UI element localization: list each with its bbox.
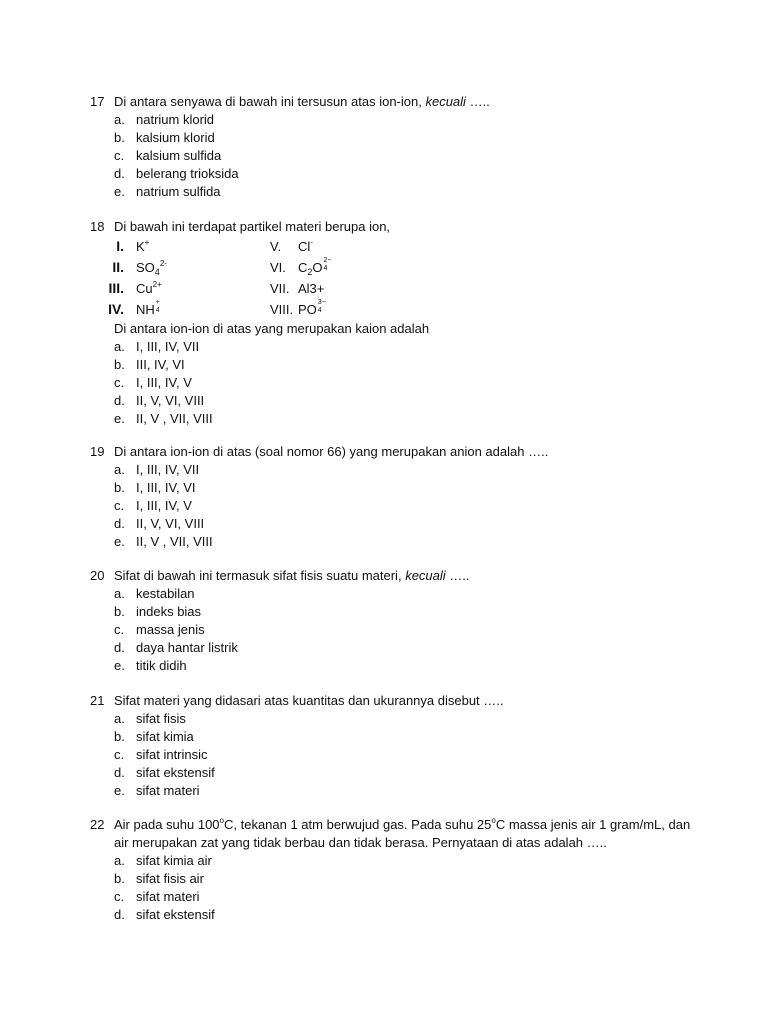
option-text: sifat materi xyxy=(136,783,200,798)
option-letter: a. xyxy=(114,853,125,868)
roman-numeral: IV. xyxy=(108,301,124,317)
option-text: sifat fisis air xyxy=(136,871,204,886)
question-number: 20 xyxy=(90,568,105,583)
option-text: indeks bias xyxy=(136,604,202,619)
option-letter: e. xyxy=(114,534,125,549)
option-text: I, III, IV, VII xyxy=(136,462,200,477)
ion-formula: PO 3− 4 xyxy=(298,299,326,317)
option-letter: b. xyxy=(114,871,125,886)
question-20 xyxy=(90,567,690,675)
option-letter: c. xyxy=(114,889,125,904)
option-letter: a. xyxy=(114,711,125,726)
roman-numeral: VI. xyxy=(270,260,286,275)
ion-formula: $C_2O$ 2− 4 xyxy=(298,257,332,277)
option-text: kestabilan xyxy=(136,586,195,601)
option-text: II, V , VII, VIII xyxy=(136,534,213,549)
option-text: II, V, VI, VIII xyxy=(136,516,205,531)
option-text: sifat ekstensif xyxy=(136,765,215,780)
option-letter: e. xyxy=(114,411,125,426)
question-number: 21 xyxy=(90,693,105,708)
ion-row xyxy=(90,257,690,278)
roman-numeral: V. xyxy=(270,239,282,254)
question-number: 22 xyxy=(90,817,105,832)
question-21 xyxy=(90,692,690,800)
option-text: daya hantar listrik xyxy=(136,640,238,655)
option-text: titik didih xyxy=(136,658,187,673)
question-stem: Air pada suhu 100$^o$C, tekanan 1 atm berwujud gas. Pada suhu 25$^o$C massa jenis air 1 gram/mL, dan xyxy=(114,816,691,832)
option-letter: c. xyxy=(114,148,125,163)
option-letter: d. xyxy=(114,166,125,181)
option-text: I, III, IV, VII xyxy=(136,339,200,354)
ion-row xyxy=(90,299,690,320)
question-number: 19 xyxy=(90,444,105,459)
option-text: sifat kimia air xyxy=(136,853,212,868)
roman-numeral: VIII. xyxy=(270,302,294,317)
option-text: kalsium klorid xyxy=(136,130,215,145)
option-letter: b. xyxy=(114,729,125,744)
option-text: kalsium sulfida xyxy=(136,148,222,163)
option-letter: b. xyxy=(114,604,125,619)
ion-row xyxy=(90,236,690,257)
option-letter: d. xyxy=(114,907,125,922)
option-text: natrium klorid xyxy=(136,112,215,127)
question-22 xyxy=(90,816,690,924)
option-letter: d. xyxy=(114,765,125,780)
option-letter: d. xyxy=(114,640,125,655)
option-letter: e. xyxy=(114,184,125,199)
ion-formula: Al3+ xyxy=(298,281,325,296)
question-stem-continued: Di antara ion-ion di atas yang merupakan kaion adalah xyxy=(114,321,430,336)
option-letter: c. xyxy=(114,498,125,513)
option-letter: c. xyxy=(114,747,125,762)
option-text: belerang trioksida xyxy=(136,166,239,181)
question-stem: Di bawah ini terdapat partikel materi berupa ion, xyxy=(114,219,391,234)
option-text: sifat intrinsic xyxy=(136,747,208,762)
ion-formula: $SO_4^{2-}$ xyxy=(136,259,167,277)
question-stem: Sifat di bawah ini termasuk sifat fisis suatu materi, kecuali ….. xyxy=(114,568,470,583)
question-number: 17 xyxy=(90,94,105,109)
roman-numeral: VII. xyxy=(270,281,290,296)
option-text: sifat materi xyxy=(136,889,200,904)
option-letter: b. xyxy=(114,130,125,145)
option-letter: d. xyxy=(114,393,125,408)
option-text: sifat ekstensif xyxy=(136,907,215,922)
option-text: I, III, IV, V xyxy=(136,498,192,513)
option-letter: a. xyxy=(114,462,125,477)
question-19 xyxy=(90,443,690,551)
option-text: natrium sulfida xyxy=(136,184,221,199)
option-text: sifat kimia xyxy=(136,729,194,744)
roman-numeral: II. xyxy=(112,259,124,275)
roman-numeral: I. xyxy=(116,238,124,254)
option-letter: b. xyxy=(114,480,125,495)
option-text: I, III, IV, VI xyxy=(136,480,196,495)
option-text: sifat fisis xyxy=(136,711,186,726)
option-text: III, IV, VI xyxy=(136,357,185,372)
roman-numeral: III. xyxy=(108,280,124,296)
option-letter: c. xyxy=(114,375,125,390)
option-text: II, V, VI, VIII xyxy=(136,393,205,408)
ion-formula: $Cu^{2+}$ xyxy=(136,280,162,296)
option-text: I, III, IV, V xyxy=(136,375,192,390)
option-letter: c. xyxy=(114,622,125,637)
question-stem: Di antara ion-ion di atas (soal nomor 66) yang merupakan anion adalah ….. xyxy=(114,444,549,459)
option-letter: b. xyxy=(114,357,125,372)
question-stem: Di antara senyawa di bawah ini tersusun atas ion-ion, kecuali ….. xyxy=(114,94,490,109)
italic-word: kecuali xyxy=(405,568,446,583)
ion-formula: Cl- xyxy=(298,238,313,254)
option-text: massa jenis xyxy=(136,622,205,637)
italic-word: kecuali xyxy=(425,94,466,109)
option-letter: a. xyxy=(114,112,125,127)
question-17 xyxy=(90,93,690,201)
question-number: 18 xyxy=(90,219,105,234)
option-letter: d. xyxy=(114,516,125,531)
option-text: II, V , VII, VIII xyxy=(136,411,213,426)
option-letter: e. xyxy=(114,658,125,673)
question-18 xyxy=(90,218,690,428)
question-stem: Sifat materi yang didasari atas kuantitas dan ukurannya disebut ….. xyxy=(114,693,504,708)
option-letter: e. xyxy=(114,783,125,798)
ion-formula: NH + 4 xyxy=(136,299,160,317)
option-letter: a. xyxy=(114,586,125,601)
ion-formula: K+ xyxy=(136,238,150,254)
ion-row xyxy=(90,278,690,299)
option-letter: a. xyxy=(114,339,125,354)
question-stem-continued: air merupakan zat yang tidak berbau dan tidak berasa. Pernyataan di atas adalah ….. xyxy=(114,835,607,850)
